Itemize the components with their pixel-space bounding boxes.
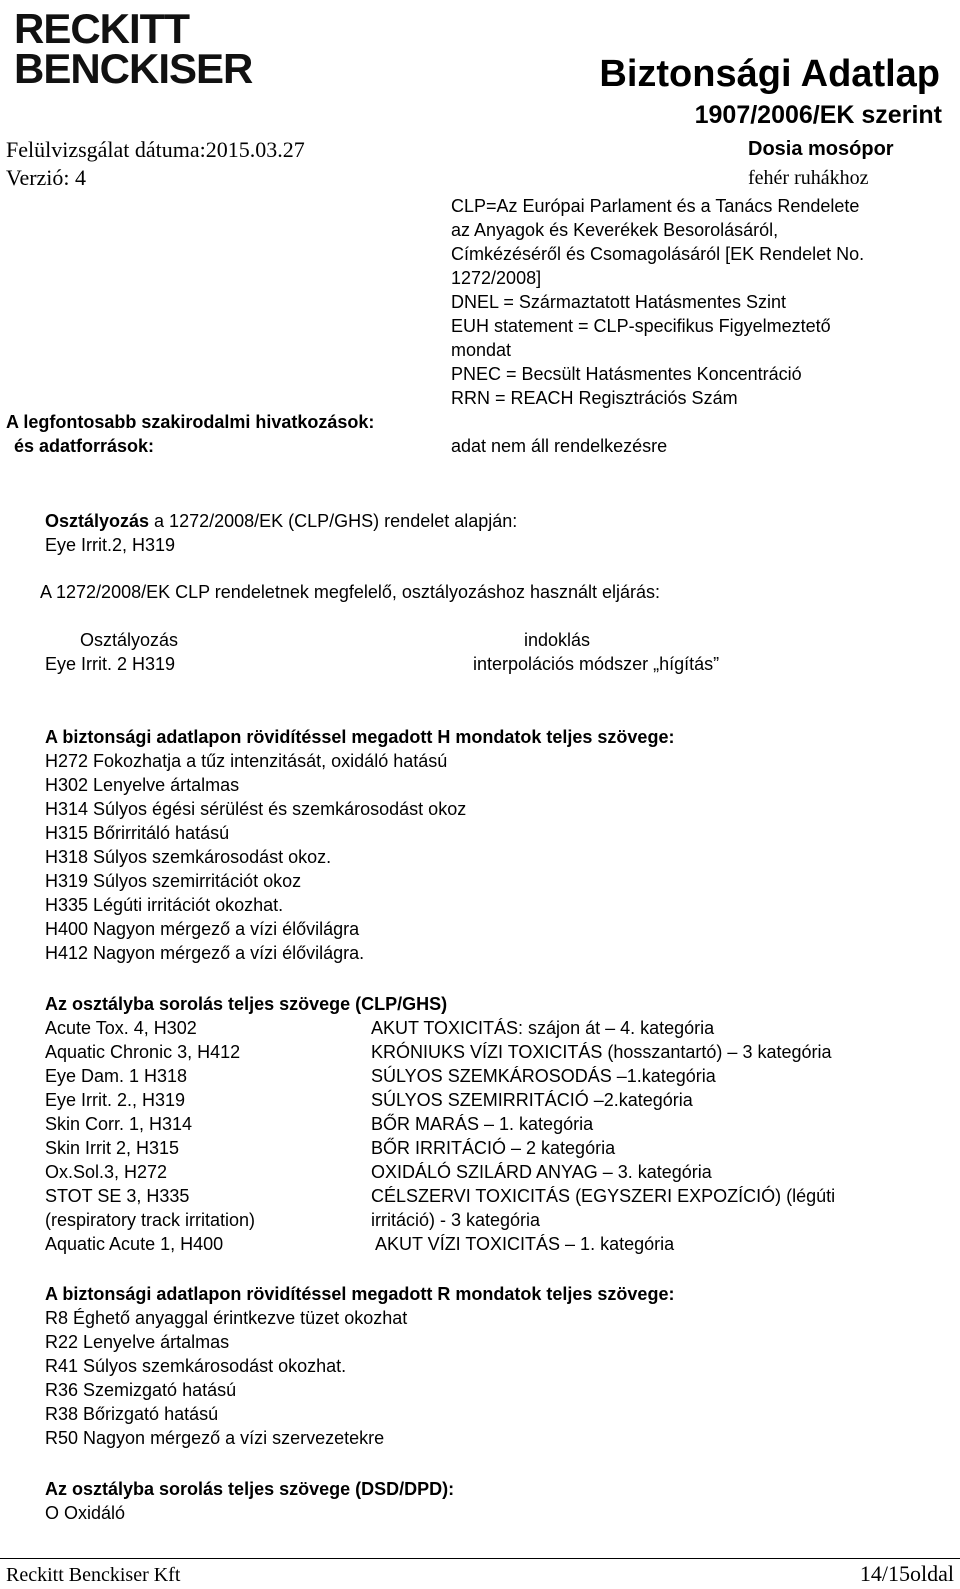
class-text: BŐR IRRITÁCIÓ – 2 kategória [371,1138,616,1158]
class-code: Skin Corr. 1, H314 [45,1114,193,1134]
r-statement: R22 Lenyelve ártalmas [45,1332,230,1352]
abbreviation-line: az Anyagok és Keverékek Besorolásáról, [451,220,779,240]
class-code: Acute Tox. 4, H302 [45,1018,197,1038]
class-code: Skin Irrit 2, H315 [45,1138,180,1158]
footer-divider [0,1558,960,1559]
references-label-2: és adatforrások: [14,436,155,456]
abbreviation-line: RRN = REACH Regisztrációs Szám [451,388,738,408]
h-statement: H335 Légúti irritációt okozhat. [45,895,284,915]
h-statement: H302 Lenyelve ártalmas [45,775,240,795]
h-statements-heading: A biztonsági adatlapon rövidítéssel megadott H mondatok teljes szövege: [45,727,675,747]
page-number: 14/15oldal [859,1561,954,1586]
procedure-justification-value: interpolációs módszer „hígítás” [473,654,720,674]
regulation-subtitle: 1907/2006/EK szerint [694,101,942,129]
classification-heading-rest: a 1272/2008/EK (CLP/GHS) rendelet alapján: [149,511,518,531]
revision-date: Felülvizsgálat dátuma:2015.03.27 [6,137,305,162]
logo-line-1: RECKITT [14,5,189,52]
class-code: (respiratory track irritation) [45,1210,256,1230]
class-full-heading: Az osztályba sorolás teljes szövege (CLP/GHS) [45,994,448,1014]
class-text: BŐR MARÁS – 1. kategória [371,1114,594,1134]
r-statement: R50 Nagyon mérgező a vízi szervezetekre [45,1428,385,1448]
h-statement: H400 Nagyon mérgező a vízi élővilágra [45,919,360,939]
dsd-value: O Oxidáló [45,1503,126,1523]
h-statement: H319 Súlyos szemirritációt okoz [45,871,302,891]
procedure-col-justification: indoklás [524,630,591,650]
class-code: Eye Dam. 1 H318 [45,1066,188,1086]
product-variant: fehér ruhákhoz [748,167,869,189]
class-text: AKUT TOXICITÁS: szájon át – 4. kategória [371,1018,715,1038]
class-text: SÚLYOS SZEMIRRITÁCIÓ –2.kategória [371,1090,693,1110]
h-statement: H272 Fokozhatja a tűz intenzitását, oxidáló hatású [45,751,448,771]
classification-value: Eye Irrit.2, H319 [45,535,176,555]
abbreviation-line: Címkézéséről és Csomagolásáról [EK Rendelet No. [451,244,865,264]
company-logo [14,5,253,92]
product-name: Dosia mosópor [748,138,894,160]
abbreviation-line: PNEC = Becsült Hatásmentes Koncentráció [451,364,802,384]
h-statement: H314 Súlyos égési sérülést és szemkárosodást okoz [45,799,467,819]
class-text: SÚLYOS SZEMKÁROSODÁS –1.kategória [371,1066,716,1086]
class-code: Ox.Sol.3, H272 [45,1162,168,1182]
procedure-heading: A 1272/2008/EK CLP rendeletnek megfelelő, osztályozáshoz használt eljárás: [40,582,661,602]
r-statement: R8 Éghető anyaggal érintkezve tüzet okozhat [45,1308,408,1328]
references-label: A legfontosabb szakirodalmi hivatkozások: [6,412,375,432]
h-statement: H315 Bőrirritáló hatású [45,823,230,843]
class-text: OXIDÁLÓ SZILÁRD ANYAG – 3. kategória [371,1162,712,1182]
class-text: irritáció) - 3 kategória [371,1210,541,1230]
logo-line-2: BENCKISER [14,45,253,92]
class-text: CÉLSZERVI TOXICITÁS (EGYSZERI EXPOZÍCIÓ) (légúti [371,1186,836,1206]
procedure-classification-value: Eye Irrit. 2 H319 [45,654,176,674]
abbreviation-line: 1272/2008] [451,268,542,288]
class-code: STOT SE 3, H335 [45,1186,190,1206]
footer-company: Reckitt Benckiser Kft [6,1564,181,1586]
r-statement: R41 Súlyos szemkárosodást okozhat. [45,1356,347,1376]
class-text: KRÓNIUKS VÍZI TOXICITÁS (hosszantartó) – 3 kategória [371,1042,832,1062]
r-statement: R38 Bőrizgató hatású [45,1404,219,1424]
dsd-heading: Az osztályba sorolás teljes szövege (DSD/DPD): [45,1479,455,1499]
r-statements-heading: A biztonsági adatlapon rövidítéssel megadott R mondatok teljes szövege: [45,1284,675,1304]
h-statement: H318 Súlyos szemkárosodást okoz. [45,847,332,867]
version: Verzió: 4 [6,165,87,190]
classification-heading [45,509,517,533]
references-value: adat nem áll rendelkezésre [451,436,668,456]
document-title: Biztonsági Adatlap [599,53,940,95]
abbreviation-line: EUH statement = CLP-specifikus Figyelmeztető [451,316,831,336]
class-code: Aquatic Acute 1, H400 [45,1234,224,1254]
abbreviation-line: CLP=Az Európai Parlament és a Tanács Rendelete [451,196,860,216]
r-statement: R36 Szemizgató hatású [45,1380,237,1400]
abbreviation-line: DNEL = Származtatott Hatásmentes Szint [451,292,786,312]
class-text: AKUT VÍZI TOXICITÁS – 1. kategória [375,1234,675,1254]
class-code: Aquatic Chronic 3, H412 [45,1042,241,1062]
class-code: Eye Irrit. 2., H319 [45,1090,186,1110]
classification-heading-bold: Osztályozás [45,511,150,531]
abbreviation-line: mondat [451,340,512,360]
h-statement: H412 Nagyon mérgező a vízi élővilágra. [45,943,365,963]
abbreviations-list [451,194,864,410]
procedure-col-classification: Osztályozás [80,630,179,650]
